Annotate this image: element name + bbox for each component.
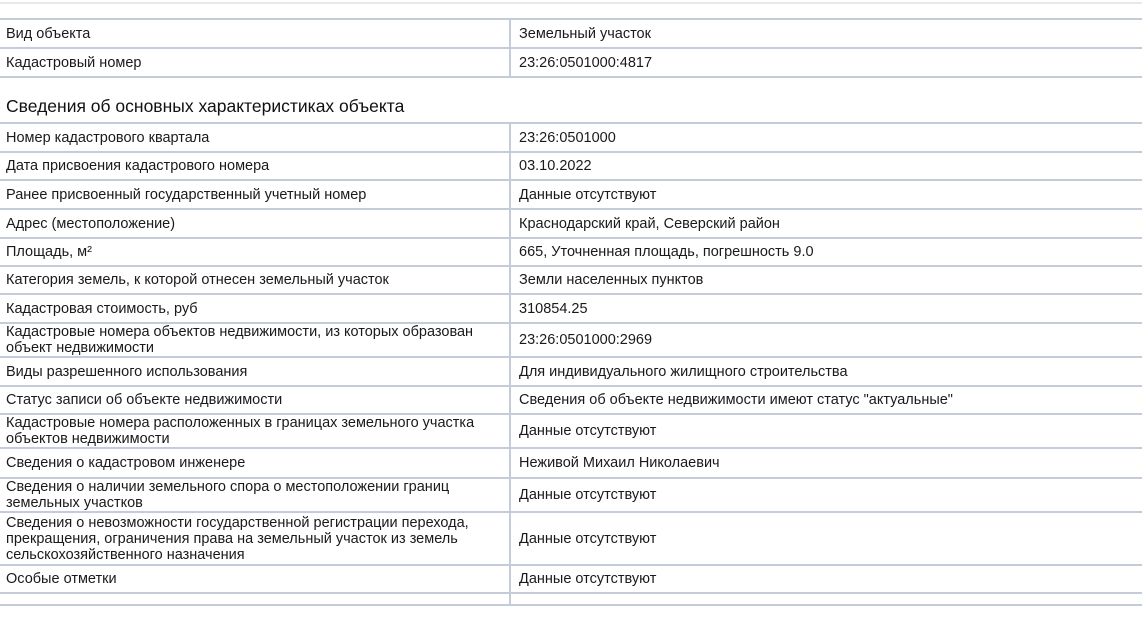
row-label: Вид объекта [0,19,510,48]
row-label: Кадастровые номера расположенных в границах земельного участка объектов недвижимости [0,414,510,448]
row-value: Неживой Михаил Николаевич [510,448,1142,478]
row-value: Земельный участок [510,19,1142,48]
row-label: Кадастровые номера объектов недвижимости, из которых образован объект недвижимости [0,323,510,357]
row-label: Кадастровый номер [0,48,510,77]
row-value [510,593,1142,605]
row-value: Земли населенных пунктов [510,266,1142,294]
top-divider [0,2,1142,4]
row-value: Краснодарский край, Северский район [510,209,1142,238]
row-value: 23:26:0501000:2969 [510,323,1142,357]
row-label: Статус записи об объекте недвижимости [0,386,510,414]
object-identity-table [0,18,1142,78]
table-row [0,209,1142,238]
row-value: 23:26:0501000 [510,123,1142,152]
table-row [0,448,1142,478]
row-value: 310854.25 [510,294,1142,323]
row-label: Дата присвоения кадастрового номера [0,152,510,180]
table-row [0,565,1142,593]
row-label: Номер кадастрового квартала [0,123,510,152]
table-row [0,386,1142,414]
table-row [0,48,1142,77]
row-label: Категория земель, к которой отнесен земельный участок [0,266,510,294]
row-label: Особые отметки [0,565,510,593]
row-value: Данные отсутствуют [510,414,1142,448]
row-value: Данные отсутствуют [510,565,1142,593]
row-value: 665, Уточненная площадь, погрешность 9.0 [510,238,1142,266]
row-label: Сведения о невозможности государственной регистрации перехода, прекращения, ограничения права на земельный участок из земель сельскохозяйственного назначения [0,512,510,565]
row-label: Виды разрешенного использования [0,357,510,386]
row-label: Ранее присвоенный государственный учетный номер [0,180,510,209]
row-value: 23:26:0501000:4817 [510,48,1142,77]
table-row [0,323,1142,357]
table-row [0,294,1142,323]
table-row [0,593,1142,605]
row-label: Адрес (местоположение) [0,209,510,238]
table-row [0,123,1142,152]
table-row [0,238,1142,266]
row-value: 03.10.2022 [510,152,1142,180]
row-value: Данные отсутствуют [510,180,1142,209]
row-label: Сведения о кадастровом инженере [0,448,510,478]
section-title: Сведения об основных характеристиках объекта [6,96,405,116]
table-row [0,152,1142,180]
row-label: Сведения о наличии земельного спора о местоположении границ земельных участков [0,478,510,512]
row-value: Сведения об объекте недвижимости имеют статус "актуальные" [510,386,1142,414]
row-label: Кадастровая стоимость, руб [0,294,510,323]
table-row [0,19,1142,48]
table-row [0,266,1142,294]
row-value: Данные отсутствуют [510,478,1142,512]
table-row [0,478,1142,512]
table-row [0,414,1142,448]
table-row [0,512,1142,565]
row-value: Для индивидуального жилищного строительства [510,357,1142,386]
characteristics-table [0,122,1142,606]
row-label: Площадь, м² [0,238,510,266]
table-row [0,357,1142,386]
row-label [0,593,510,605]
table-row [0,180,1142,209]
row-value: Данные отсутствуют [510,512,1142,565]
